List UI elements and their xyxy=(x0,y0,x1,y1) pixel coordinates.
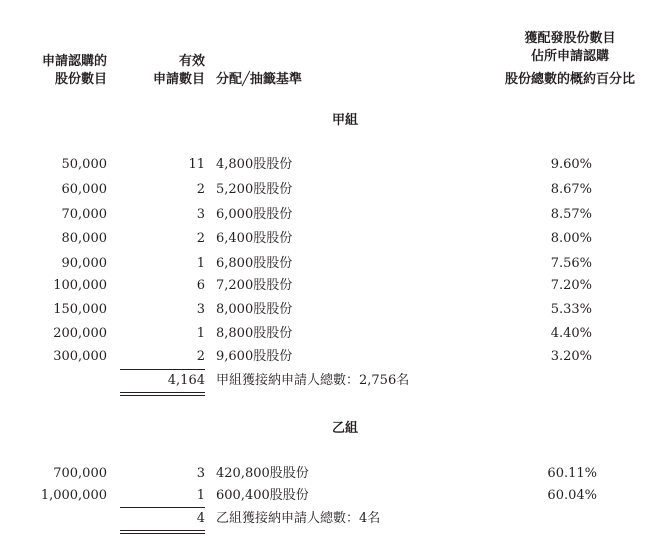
total-valid-applications: 4,164 xyxy=(167,373,205,388)
group-title: 乙組 xyxy=(331,421,358,436)
total-successful-applicants: 甲組獲接納申請人總數：2,756名 xyxy=(216,373,410,388)
shares-applied: 60,000 xyxy=(61,182,107,197)
header-basis: 分配╱抽籤基準 xyxy=(216,72,302,87)
approx-percentage: 7.20% xyxy=(550,278,592,293)
basis-of-allocation: 5,200股股份 xyxy=(216,182,293,197)
shares-applied: 80,000 xyxy=(61,231,107,246)
valid-applications: 2 xyxy=(196,182,205,197)
shares-applied: 50,000 xyxy=(61,157,107,172)
basis-of-allocation: 6,800股股份 xyxy=(216,256,293,271)
subtotal-rule xyxy=(120,369,205,370)
approx-percentage: 9.60% xyxy=(550,157,592,172)
shares-applied: 1,000,000 xyxy=(40,488,107,503)
shares-applied: 300,000 xyxy=(53,349,107,364)
shares-applied: 150,000 xyxy=(53,302,107,317)
valid-applications: 11 xyxy=(188,157,205,172)
valid-applications: 1 xyxy=(196,488,205,503)
shares-applied: 70,000 xyxy=(61,207,107,222)
header-shares-line2: 股份數目 xyxy=(54,72,107,87)
shares-applied: 200,000 xyxy=(53,326,107,341)
shares-applied: 90,000 xyxy=(61,256,107,271)
valid-applications: 1 xyxy=(196,256,205,271)
total-successful-applicants: 乙組獲接納申請人總數：4名 xyxy=(216,511,381,526)
basis-of-allocation: 7,200股股份 xyxy=(216,278,293,293)
header-shares-line1: 申請認購的 xyxy=(41,54,107,69)
valid-applications: 2 xyxy=(196,349,205,364)
total-double-rule-bottom xyxy=(120,395,205,396)
group-title: 甲組 xyxy=(331,113,358,128)
valid-applications: 6 xyxy=(196,278,205,293)
valid-applications: 3 xyxy=(196,207,205,222)
header-valid-line1: 有效 xyxy=(178,54,205,69)
basis-of-allocation: 6,400股股份 xyxy=(216,231,293,246)
approx-percentage: 60.11% xyxy=(547,466,597,481)
valid-applications: 2 xyxy=(196,231,205,246)
approx-percentage: 7.56% xyxy=(550,256,592,271)
approx-percentage: 3.20% xyxy=(550,349,592,364)
header-pct-line1: 獲配發股份數目 xyxy=(524,31,616,46)
approx-percentage: 60.04% xyxy=(547,488,597,503)
header-pct-line2: 佔所申請認購 xyxy=(530,49,609,64)
approx-percentage: 8.67% xyxy=(550,182,592,197)
header-pct-line3: 股份總數的概約百分比 xyxy=(504,72,635,87)
basis-of-allocation: 8,800股股份 xyxy=(216,326,293,341)
approx-percentage: 8.57% xyxy=(550,207,592,222)
approx-percentage: 5.33% xyxy=(550,302,592,317)
basis-of-allocation: 6,000股股份 xyxy=(216,207,293,222)
valid-applications: 1 xyxy=(196,326,205,341)
total-double-rule-top xyxy=(120,530,205,531)
total-valid-applications: 4 xyxy=(196,511,205,526)
basis-of-allocation: 600,400股股份 xyxy=(216,488,309,503)
total-double-rule-bottom xyxy=(120,533,205,534)
basis-of-allocation: 4,800股股份 xyxy=(216,157,293,172)
header-valid-line2: 申請數目 xyxy=(152,72,205,87)
valid-applications: 3 xyxy=(196,466,205,481)
subtotal-rule xyxy=(120,507,205,508)
basis-of-allocation: 8,000股股份 xyxy=(216,302,293,317)
approx-percentage: 4.40% xyxy=(550,326,592,341)
total-double-rule-top xyxy=(120,392,205,393)
valid-applications: 3 xyxy=(196,302,205,317)
approx-percentage: 8.00% xyxy=(550,231,592,246)
basis-of-allocation: 9,600股股份 xyxy=(216,349,293,364)
shares-applied: 100,000 xyxy=(53,278,107,293)
shares-applied: 700,000 xyxy=(53,466,107,481)
basis-of-allocation: 420,800股股份 xyxy=(216,466,309,481)
